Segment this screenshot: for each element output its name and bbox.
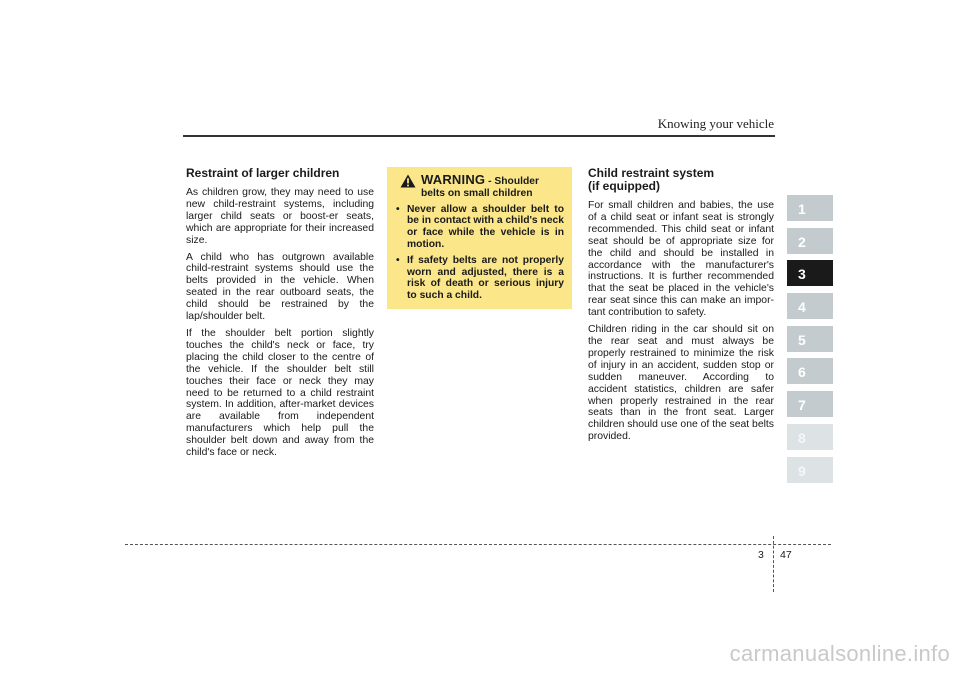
left-paragraph-3: If the shoulder belt portion slightly touches the child's neck or face, try placing the child closer to the centre of the vehicle. If the shoulder belt still touches their face or neck they may need to be returned to a child restraint system. In addition, after-market devices are available from independent manufacturers which help pull the shoulder belt down and away from the child's face or neck. <box>186 327 374 459</box>
warning-title: WARNING <box>421 172 486 187</box>
warning-triangle-icon <box>400 174 416 192</box>
right-paragraph-1: For small children and babies, the use of a child seat or infant seat is strongly recommended. This child seat or infant seat should be of appropriate size for the child and should be installed in accordance with the manufacturer's instructions. It is further recommended that the seat be placed in the vehicle's rear seat since this can make an impor-tant contribution to safety. <box>588 200 774 319</box>
chapter-tab-4[interactable]: 4 <box>787 293 833 319</box>
chapter-tab-5[interactable]: 5 <box>787 326 833 352</box>
warning-header <box>395 174 564 200</box>
child-restraint-heading-line1: Child restraint system <box>588 166 715 180</box>
chapter-tab-8[interactable]: 8 <box>787 424 833 450</box>
left-paragraph-2: A child who has outgrown available child-restraint systems should use the belts provided in the vehicle. When seated in the rear outboard seats, the child should be restrained by the lap/shoulder belt. <box>186 251 374 323</box>
warning-item: • Never allow a shoulder belt to be in contact with a child's neck or face while the vehicle is in motion. <box>395 204 564 251</box>
chapter-tab-9[interactable]: 9 <box>787 457 833 483</box>
chapter-tab-1[interactable]: 1 <box>787 195 833 221</box>
warning-list <box>395 204 564 302</box>
chapter-tabs <box>787 195 833 489</box>
right-column <box>588 167 774 448</box>
chapter-tab-7[interactable]: 7 <box>787 391 833 417</box>
right-paragraph-2: Children riding in the car should sit on the rear seat and must always be properly restrained to minimize the risk of injury in an accident, sudden stop or sudden maneuver. According to accident statistics, children are safer when properly restrained in the rear seats than in the front seat. Larger children should use one of the seat belts provided. <box>588 324 775 443</box>
section-header-title: Knowing your vehicle <box>657 116 774 131</box>
restraint-larger-children-heading: Restraint of larger children <box>186 166 340 180</box>
left-paragraph-1: As children grow, they may need to use new child-restraint systems, including larger child seats or boost-er seats, which are appropriate for their increased size. <box>186 187 374 246</box>
child-restraint-heading <box>588 167 774 193</box>
page-number-divider <box>773 536 774 592</box>
warning-subtitle: - Shoulder belts on small children <box>421 176 540 199</box>
header-rule <box>183 135 775 137</box>
watermark: carmanualsonline.info <box>729 641 950 666</box>
warning-item: • If safety belts are not properly worn and adjusted, there is a risk of death or serious injury to such a child. <box>395 255 564 302</box>
warning-box <box>387 167 572 309</box>
page-chapter-number: 3 <box>758 549 764 561</box>
left-column <box>186 167 374 464</box>
child-restraint-heading-line2: (if equipped) <box>588 179 660 193</box>
chapter-tab-3[interactable]: 3 <box>787 260 833 286</box>
chapter-tab-2[interactable]: 2 <box>787 228 833 254</box>
footer-dashed-rule <box>125 544 831 545</box>
page-number-value: 47 <box>780 549 792 561</box>
chapter-tab-6[interactable]: 6 <box>787 358 833 384</box>
